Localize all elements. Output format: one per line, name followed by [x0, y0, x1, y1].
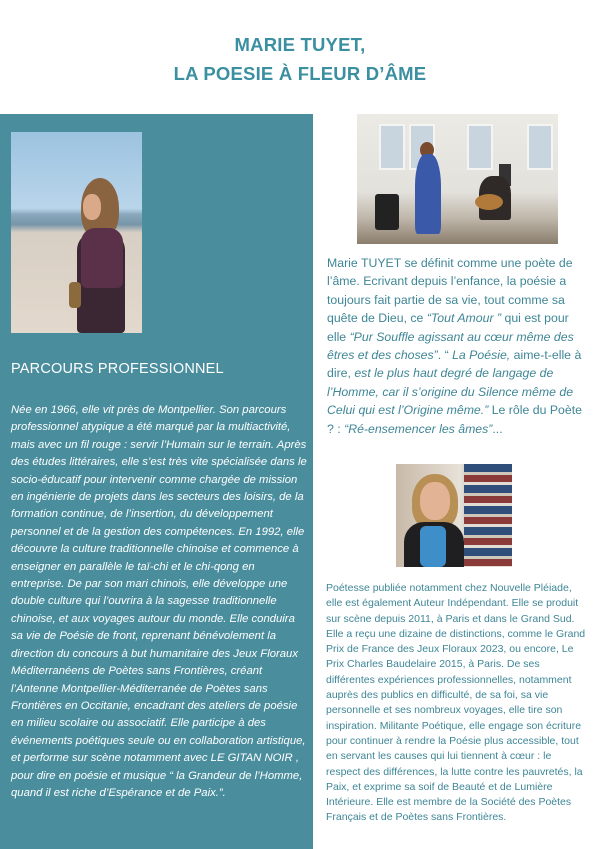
- poet-quote-paragraph: Marie TUYET se définit comme une poète de l’âme. Ecrivant depuis l’enfance, la poésie a toujours fait partie de sa vie, tout comme sa quête de Dieu, ce “Tout Amour ” qui est pour elle “Pur Souffle agissant au cœur même des êtres et des choses”. “ La Poésie, aime-t-elle à dire, est le plus haut degré de langage de l’Homme, car il s’origine du Silence même de Celui qui est l’Origine même.” Le rôle du Poète ? : “Ré-ensemencer les âmes”...: [327, 256, 582, 436]
- career-detail-text: Poétesse publiée notamment chez Nouvelle Pléiade, elle est également Auteur Indépendant. Elle se produit sur scène depuis 2011, à Paris et dans le Grand Sud. Elle a reçu une dizaine de distinctions, comme le Grand Prix de France des Jeux Floraux 2023, ou encore, Le Prix Charles Baudelaire 2015, à Paris. De ses différentes expériences professionnelles, notamment auprès des publics en difficulté, de sa foi, sa vie personnelle et ses nombreux voyages, elle tire son inspiration. Militante Poétique, elle engage son écriture pour continuer à rendre la Poésie plus accessible, tout en servant les causes qui lui tiennent à cœur : le respect des différences, la lutte contre les pauvretés, la Paix, et exprime sa soif de Beauté et de Lumière Intérieure. Elle est membre de la Société des Poètes Français et de Poètes sans Frontières.: [326, 582, 586, 824]
- biography-text: Née en 1966, elle vit près de Montpellier. Son parcours professionnel atypique a été marqué par la multiactivité, mais avec un fil rouge : servir l’Humain sur le terrain. Après des études littéraires, elle s’est très vite spécialisée dans le socio-éducatif pour intervenir comme chargée de mission en ingénierie de projets dans les secteurs des loisirs, de la formation continue, de l’insertion, du développement personnel et de la gestion des compétences. En 1992, elle découvre la culture traditionnelle chinoise et commence à enseigner en parallèle le taï-chi et le chi-qong en entreprise. De par son mari chinois, elle développe une double culture qui l’ouvrira à la sagesse traditionnelle chinoise, et aux voyages autour du monde. Elle conduira sa vie de Poésie de front, reprenant bénévolement la direction du concours à but humanitaire des Jeux Floraux Méditerranéens de Poètes sans Frontières, créant l’Antenne Montpellier-Méditerranée de Poètes sans Frontières en Occitanie, encadrant des ateliers de poésie en milieu scolaire ou associatif. Elle participe à des événements poétiques seule ou en collaboration artistique, et performe sur scène notamment avec LE GITAN NOIR , pour dire en poésie et musique “ la Grandeur de l’Homme, quand il est riche d’Espérance et de Paix.”.: [11, 404, 307, 799]
- beach-portrait-photo: [11, 132, 142, 333]
- stage-performance-photo: [357, 114, 558, 244]
- bookstore-portrait-photo: [396, 464, 512, 567]
- title-line-2: LA POESIE À FLEUR D’ÂME: [173, 63, 427, 84]
- title-line-1: MARIE TUYET,: [234, 34, 366, 55]
- section-heading-parcours: PARCOURS PROFESSIONNEL: [11, 361, 224, 377]
- page-title: [0, 30, 600, 88]
